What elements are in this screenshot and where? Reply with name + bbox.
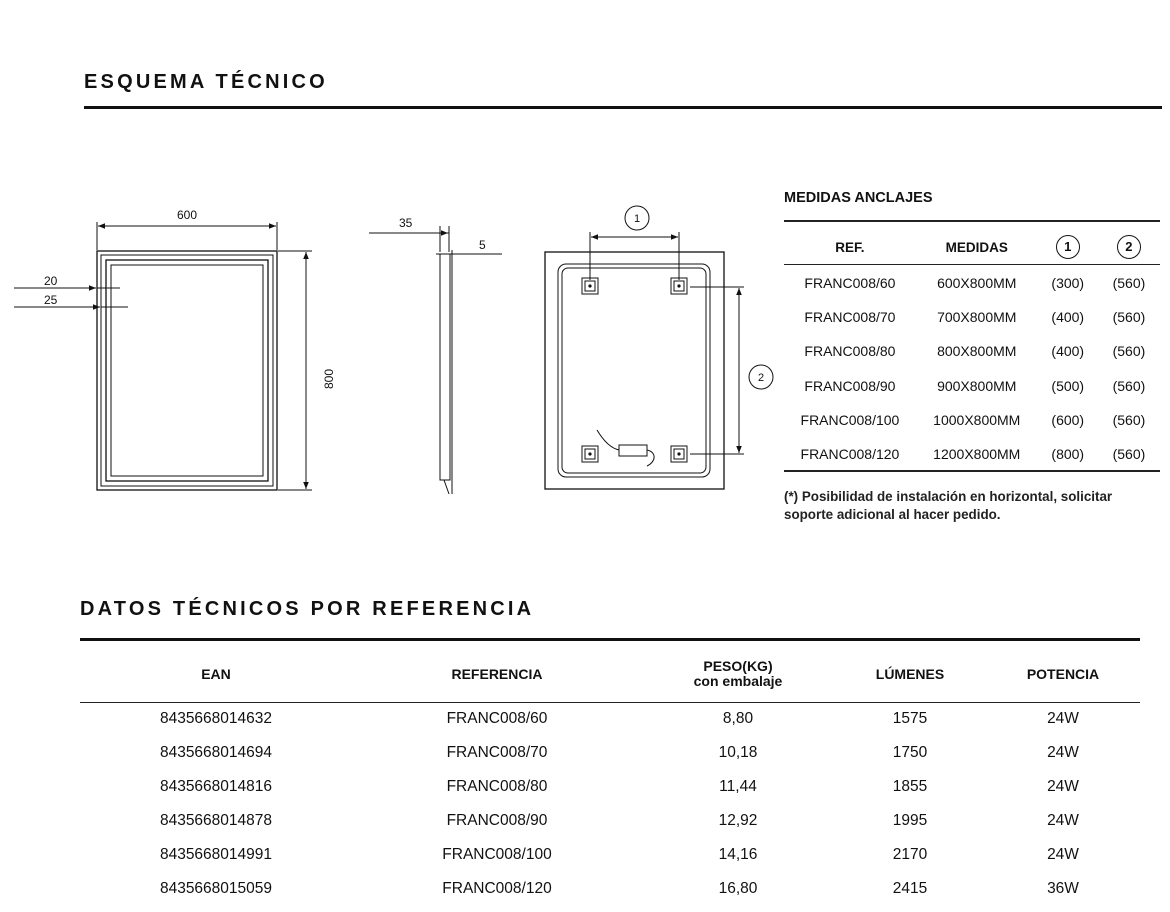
cell-medidas: 1000X800MM (933, 411, 1021, 428)
cell-peso: 16,80 (718, 880, 758, 897)
dim-thickness: 5 (479, 238, 486, 252)
dim-border-inner: 25 (44, 293, 58, 307)
anchor-label-2: 2 (758, 372, 765, 384)
cell-potencia: 24W (1047, 812, 1079, 829)
cell-referencia: FRANC008/100 (442, 846, 552, 863)
anchors-title: MEDIDAS ANCLAJES (784, 190, 933, 206)
col-header-medidas: MEDIDAS (945, 239, 1008, 255)
col-header-ref: REF. (835, 239, 865, 255)
cell-ean: 8435668014694 (159, 744, 273, 761)
cell-potencia: 24W (1047, 778, 1079, 795)
dim-border-outer: 20 (44, 274, 58, 288)
tech-header-row (80, 646, 1140, 702)
cell-anchor-2: (560) (1112, 343, 1146, 360)
cell-medidas: 1200X800MM (933, 446, 1021, 463)
cell-anchor-1: (800) (1051, 446, 1085, 463)
col-header-peso: PESO(KG) con embalaje (693, 658, 783, 689)
anchors-top-rule (784, 220, 1160, 222)
cell-potencia: 24W (1047, 744, 1079, 761)
anchor-label-1: 1 (634, 213, 641, 225)
tech-header-rule (80, 702, 1140, 703)
cell-lumenes: 2170 (892, 846, 928, 863)
cell-anchor-1: (500) (1051, 377, 1085, 394)
anchor-bracket (582, 278, 687, 462)
anchors-row (784, 437, 1160, 471)
cell-ref: FRANC008/80 (804, 343, 896, 360)
col-header-anchor-1: 1 (1038, 228, 1098, 266)
cell-medidas: 600X800MM (937, 275, 1017, 292)
cell-ref: FRANC008/100 (800, 411, 900, 428)
cell-lumenes: 1750 (892, 744, 928, 761)
rear-view (545, 206, 773, 489)
tech-row (80, 872, 1140, 906)
section-title-esquema: ESQUEMA TÉCNICO (84, 71, 328, 93)
tech-row (80, 702, 1140, 736)
cell-ref: FRANC008/60 (804, 275, 896, 292)
cell-ref: FRANC008/70 (804, 309, 896, 326)
col-header-ean: EAN (201, 666, 231, 682)
col-header-anchor-2: 2 (1098, 228, 1160, 266)
anchors-row (784, 403, 1160, 437)
cell-peso: 8,80 (722, 710, 754, 727)
cell-referencia: FRANC008/60 (446, 710, 548, 727)
section-title-datos: DATOS TÉCNICOS POR REFERENCIA (80, 598, 535, 620)
tech-row (80, 804, 1140, 838)
cell-ref: FRANC008/90 (804, 377, 896, 394)
cell-referencia: FRANC008/70 (446, 744, 548, 761)
anchors-row (784, 334, 1160, 368)
anchors-row (784, 266, 1160, 300)
cell-ean: 8435668015059 (159, 880, 273, 897)
cell-anchor-2: (560) (1112, 275, 1146, 292)
tech-row (80, 736, 1140, 770)
cell-referencia: FRANC008/120 (442, 880, 552, 897)
cell-anchor-1: (400) (1051, 309, 1085, 326)
cell-ean: 8435668014878 (159, 812, 273, 829)
cell-ean: 8435668014632 (159, 710, 273, 727)
cell-medidas: 900X800MM (937, 377, 1017, 394)
cell-anchor-2: (560) (1112, 377, 1146, 394)
anchors-header-row (784, 228, 1160, 266)
cell-anchor-2: (560) (1112, 411, 1146, 428)
anchors-bottom-rule (784, 470, 1160, 472)
front-view (14, 222, 312, 490)
cell-lumenes: 2415 (892, 880, 928, 897)
cell-lumenes: 1855 (892, 778, 928, 795)
anchors-header-rule (784, 264, 1160, 265)
cell-peso: 10,18 (718, 744, 758, 761)
cell-anchor-1: (300) (1051, 275, 1085, 292)
tech-row (80, 838, 1140, 872)
cell-anchor-2: (560) (1112, 309, 1146, 326)
cell-medidas: 700X800MM (937, 309, 1017, 326)
cell-peso: 12,92 (718, 812, 758, 829)
cell-potencia: 36W (1047, 880, 1079, 897)
section-rule-datos (80, 638, 1140, 641)
anchors-row (784, 300, 1160, 334)
cell-lumenes: 1575 (892, 710, 928, 727)
cell-referencia: FRANC008/90 (446, 812, 548, 829)
dim-height: 800 (322, 368, 336, 389)
cell-referencia: FRANC008/80 (446, 778, 548, 795)
cell-potencia: 24W (1047, 710, 1079, 727)
anchors-note: (*) Posibilidad de instalación en horizontal, solicitar soporte adicional al hacer pedido. (784, 489, 1113, 522)
tech-row (80, 770, 1140, 804)
cell-anchor-1: (600) (1051, 411, 1085, 428)
cell-medidas: 800X800MM (937, 343, 1017, 360)
cell-peso: 11,44 (719, 778, 757, 795)
cell-ean: 8435668014816 (159, 778, 273, 795)
dim-depth: 35 (399, 216, 413, 230)
cell-anchor-1: (400) (1051, 343, 1085, 360)
cell-peso: 14,16 (718, 846, 758, 863)
anchors-row (784, 369, 1160, 403)
col-header-lumenes: LÚMENES (875, 666, 945, 682)
col-header-potencia: POTENCIA (1026, 666, 1100, 682)
col-header-referencia: REFERENCIA (451, 666, 543, 682)
cell-anchor-2: (560) (1112, 446, 1146, 463)
dim-width: 600 (177, 208, 198, 222)
tech-data-table (80, 646, 1140, 906)
side-view (369, 226, 502, 494)
cell-lumenes: 1995 (892, 812, 928, 829)
cell-potencia: 24W (1047, 846, 1079, 863)
cell-ean: 8435668014991 (159, 846, 273, 863)
cell-ref: FRANC008/120 (800, 446, 900, 463)
